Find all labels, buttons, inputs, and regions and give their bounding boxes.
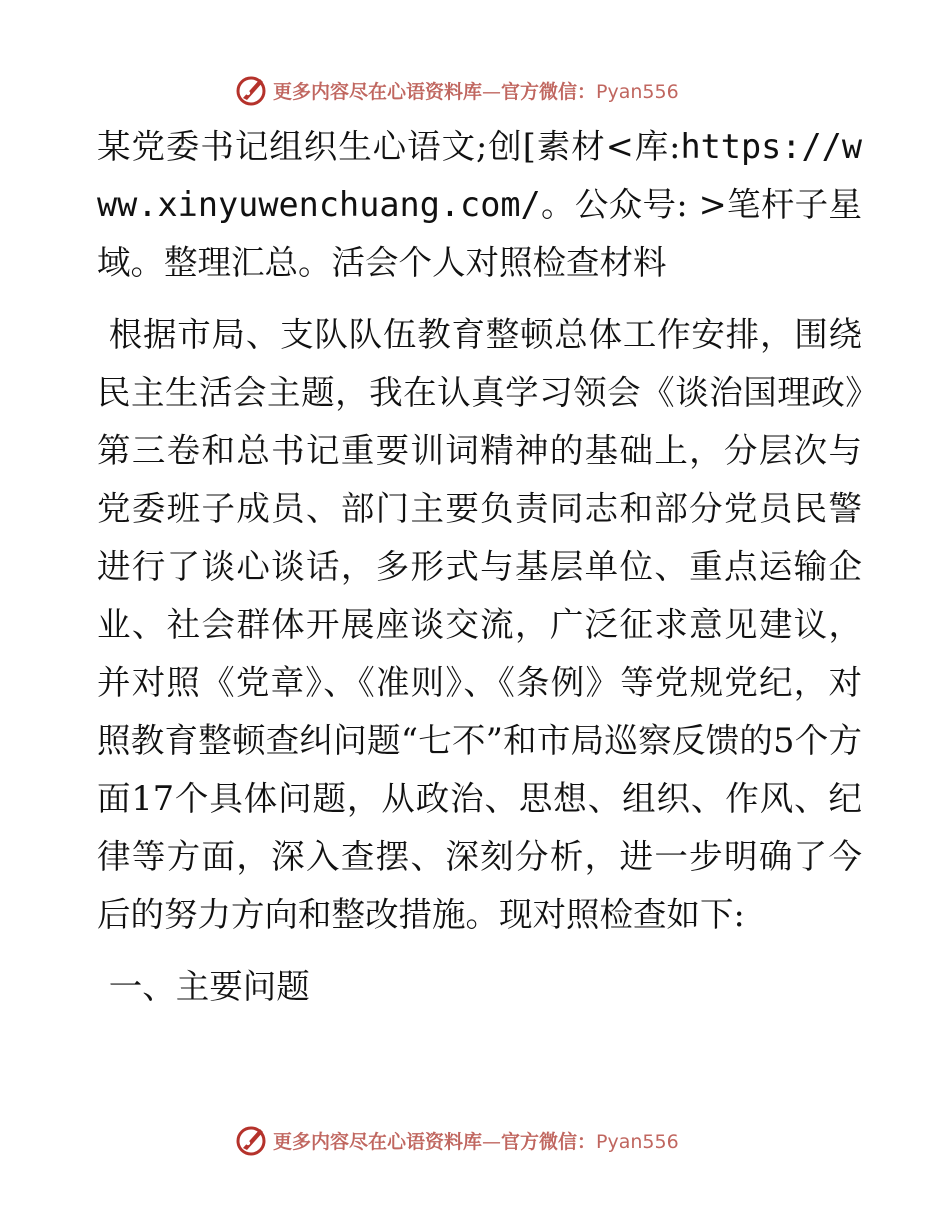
document-title: 某党委书记组织生心语文;创[素材<库:https://www.xinyuwenchuang.com/。公众号: >笔杆子星域。整理汇总。活会个人对照检查材料 bbox=[97, 127, 862, 282]
quill-logo-icon bbox=[233, 1122, 269, 1158]
header-banner bbox=[233, 70, 679, 110]
document-body bbox=[97, 118, 862, 1016]
quill-logo-icon bbox=[233, 72, 269, 108]
section-heading: 一、主要问题 bbox=[108, 967, 310, 1006]
footer-banner bbox=[233, 1120, 679, 1160]
banner-text: 更多内容尽在心语资料库—官方微信：Pyan556 bbox=[273, 1130, 679, 1153]
source-url: https://www.xinyuwenchuang.com/ bbox=[97, 127, 862, 224]
intro-paragraph: 根据市局、支队队伍教育整顿总体工作安排，围绕民主生活会主题，我在认真学习领会《谈治国理政》第三卷和总书记重要训词精神的基础上，分层次与党委班子成员、部门主要负责同志和部分党员民警进行了谈心谈话，多形式与基层单位、重点运输企业、社会群体开展座谈交流，广泛征求意见建议，并对照《党章》、《准则》、《条例》等党规党纪，对照教育整顿查纠问题“七不”和市局巡察反馈的5个方面17个具体问题，从政治、思想、组织、作风、纪律等方面，深入查摆、深刻分析，进一步明确了今后的努力方向和整改措施。现对照检查如下: bbox=[97, 315, 862, 934]
banner-text: 更多内容尽在心语资料库—官方微信：Pyan556 bbox=[273, 80, 679, 103]
